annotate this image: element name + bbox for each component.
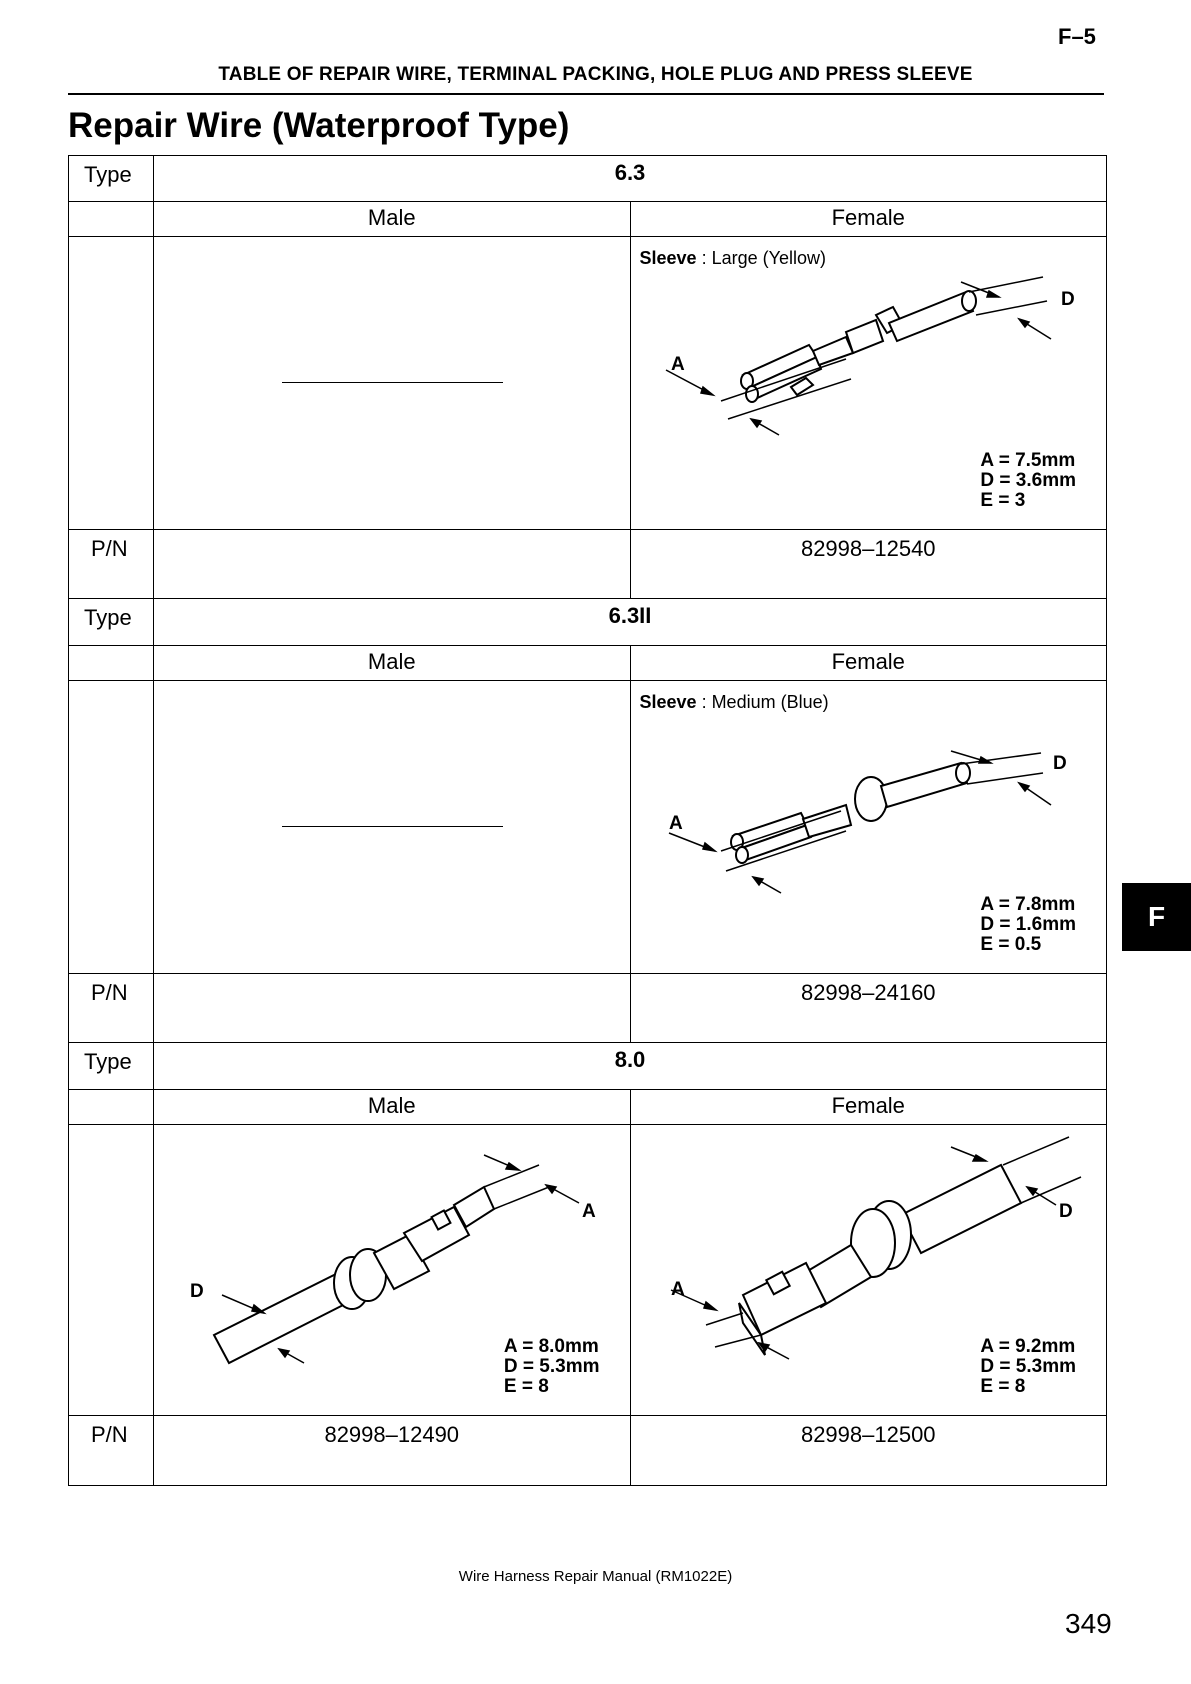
male-header: Male xyxy=(154,646,631,681)
type-row xyxy=(69,599,1107,646)
dimension-list: A = 9.2mm D = 5.3mm E = 8 xyxy=(980,1336,1076,1397)
type-row xyxy=(69,156,1107,202)
part-number: 82998–12540 xyxy=(800,536,936,561)
type-label-cell: Type xyxy=(69,1043,154,1090)
pn-row xyxy=(69,974,1107,1043)
male-pn-cell xyxy=(154,530,631,599)
sleeve-spec: Sleeve : Medium (Blue) xyxy=(639,692,829,712)
male-header: Male xyxy=(154,202,631,237)
female-figure-cell xyxy=(630,681,1107,974)
figure-row xyxy=(69,237,1107,530)
part-number: 82998–24160 xyxy=(800,980,936,1005)
type-value-cell xyxy=(154,156,1107,202)
section-header-title: TABLE OF REPAIR WIRE, TERMINAL PACKING, HOLE PLUG AND PRESS SLEEVE xyxy=(218,64,973,85)
male-pn-cell xyxy=(154,974,631,1043)
male-figure-cell xyxy=(154,237,631,530)
male-figure-cell xyxy=(154,681,631,974)
pn-row xyxy=(69,1416,1107,1486)
dimension-list: A = 7.5mm D = 3.6mm E = 3 xyxy=(980,450,1076,511)
callout-d: D xyxy=(1058,1201,1073,1222)
page-title: Repair Wire (Waterproof Type) xyxy=(68,106,570,145)
dimension-list: A = 8.0mm D = 5.3mm E = 8 xyxy=(503,1336,600,1397)
footer-manual-title: Wire Harness Repair Manual (RM1022E) xyxy=(458,1568,733,1585)
female-header: Female xyxy=(630,202,1107,237)
female-header: Female xyxy=(630,646,1107,681)
callout-d: D xyxy=(1060,289,1075,310)
male-figure-cell xyxy=(154,1125,631,1416)
not-applicable-dash xyxy=(282,826,503,827)
type-label-cell: Type xyxy=(69,599,154,646)
female-figure-cell xyxy=(630,237,1107,530)
type-row xyxy=(69,1043,1107,1090)
section-tab: F xyxy=(1122,883,1191,951)
gender-row xyxy=(69,1090,1107,1125)
callout-a: A xyxy=(670,354,685,375)
gender-row xyxy=(69,202,1107,237)
figure-row xyxy=(69,681,1107,974)
dimension-list: A = 7.8mm D = 1.6mm E = 0.5 xyxy=(980,894,1076,955)
type-value: 6.3 xyxy=(614,160,646,185)
type-value-cell xyxy=(154,1043,1107,1090)
type-label-cell xyxy=(69,156,154,202)
pn-label-cell: P/N xyxy=(69,530,154,599)
part-number: 82998–12490 xyxy=(324,1422,460,1447)
pn-label-cell: P/N xyxy=(69,1416,154,1486)
type-label: Type xyxy=(84,162,132,187)
page-code: F–5 xyxy=(1058,24,1096,49)
repair-wire-table xyxy=(68,155,1107,1486)
female-pn-cell xyxy=(630,974,1107,1043)
callout-d: D xyxy=(190,1281,204,1302)
part-number: 82998–12500 xyxy=(800,1422,936,1447)
type-value-cell xyxy=(154,599,1107,646)
callout-a: A xyxy=(668,813,683,834)
female-pn-cell xyxy=(630,1416,1107,1486)
type-value: 6.3II xyxy=(608,603,652,628)
callout-a: A xyxy=(670,1279,685,1300)
callout-d: D xyxy=(1052,753,1067,774)
header-rule xyxy=(68,93,1104,95)
sleeve-spec: Sleeve : Large (Yellow) xyxy=(639,248,826,268)
gender-row xyxy=(69,646,1107,681)
pn-row xyxy=(69,530,1107,599)
type-value: 8.0 xyxy=(614,1047,646,1072)
female-pn-cell xyxy=(630,530,1107,599)
page-number: 349 xyxy=(1065,1608,1112,1639)
male-header: Male xyxy=(154,1090,631,1125)
female-header: Female xyxy=(630,1090,1107,1125)
callout-a: A xyxy=(582,1201,596,1222)
figure-row xyxy=(69,1125,1107,1416)
female-figure-cell xyxy=(630,1125,1107,1416)
not-applicable-dash xyxy=(282,382,503,383)
male-pn-cell xyxy=(154,1416,631,1486)
pn-label-cell: P/N xyxy=(69,974,154,1043)
